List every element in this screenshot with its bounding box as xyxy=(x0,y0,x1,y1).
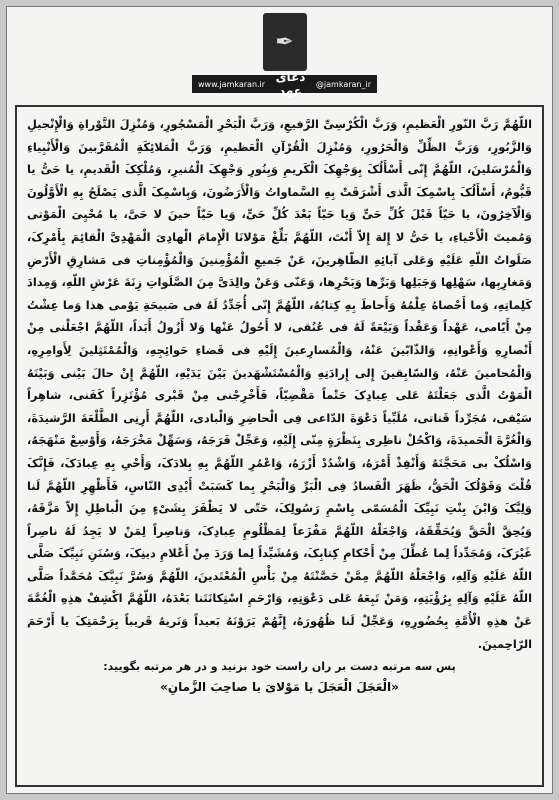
handle-label: @jamkaran_ir xyxy=(315,79,371,89)
title-bar xyxy=(192,70,377,98)
text-frame xyxy=(15,105,544,787)
calligraphy-logo-icon: ✒ xyxy=(263,13,307,71)
prayer-text: اللّهُمَّ رَبَّ النّورِ الْعَظیمِ، وَرَبَّ الْکُرْسِیِّ الرَّفیعِ، وَرَبَّ الْبَحْرِ الْمَسْجُورِ، وَمُنْزِلَ التَّوْراةِ وَالْإِنْجیلِ وَالزَّبُورِ، وَرَبَّ الظِّلِّ وَالْحَرُورِ، وَمُنْزِلَ الْقُرْآنِ الْعَظیمِ، وَرَبَّ الْمَلائِکَةِ الْمُقَرَّبینَ وَالْأَنْبِیاءِ وَالْمُرْسَلینَ، اللّهُمَّ إِنّی أَسْأَلُکَ بِوَجْهِکَ الْکَریمِ وَبِنُورِ وَجْهِکَ الْمُنیرِ، وَمُلْکِکَ الْقَدیمِ، یا حَیُّ یا قَیُّومُ، أَسْأَلُکَ بِاسْمِکَ الَّذی أَشْرَقَتْ بِهِ السَّماواتُ وَالْأَرَضُونَ، وَبِاسْمِکَ الَّذی یَصْلَحُ بِهِ الْأَوَّلُونَ وَالْآخِرُونَ، یا حَیّاً قَبْلَ کُلِّ حَیٍّ وَیا حَیّاً بَعْدَ کُلِّ حَیٍّ، وَیا حَیّاً حینَ لا حَیَّ، یا مُحْیِیَ الْمَوْتی وَمُمیتَ الْأَحْیاءِ، یا حَیُّ لا إِلهَ إِلاّ أَنْتَ، اللّهُمَّ بَلِّغْ مَوْلانَا الْإِمامَ الْهادِیَ الْمَهْدِیَّ الْقائِمَ بِأَمْرِکَ، صَلَواتُ اللّهِ عَلَیْهِ وَعَلی آبائِهِ الطّاهِرینَ، عَنْ جَمیعِ الْمُؤْمِنینَ وَالْمُؤْمِناتِ فی مَشارِقِ الْأَرْضِ وَمَغارِبِها، سَهْلِها وَجَبَلِها وَبَرِّها وَبَحْرِها، وَعَنّی وَعَنْ والِدَیَّ مِنَ الصَّلَواتِ زِنَةَ عَرْشِ اللّهِ، وَمِدادَ کَلِماتِهِ، وَما أَحْصاهُ عِلْمُهُ وَأَحاطَ بِهِ کِتابُهُ، اللّهُمَّ إِنّی أُجَدِّدُ لَهُ فی صَبیحَةِ یَوْمی هذا وَما عِشْتُ مِنْ أَیّامی، عَهْداً وَعَقْداً وَبَیْعَةً لَهُ فی عُنُقی، لا أَحُولُ عَنْها وَلا أَزُولُ أَبَداً، اللّهُمَّ اجْعَلْنی مِنْ أَنْصارِهِ وَأَعْوانِهِ، وَالذّابّینَ عَنْهُ، وَالْمُسارِعینَ إِلَیْهِ فی قَضاءِ حَوائِجِهِ، وَالْمُمْتَثِلینَ لِأَوامِرِهِ، وَالْمُحامینَ عَنْهُ، وَالسّابِقینَ إِلی إِرادَتِهِ وَالْمُسْتَشْهَدینَ بَیْنَ یَدَیْهِ، اللّهُمَّ إِنْ حالَ بَیْنی وَبَیْنَهُ الْمَوْتُ الَّذی جَعَلْتَهُ عَلی عِبادِکَ حَتْماً مَقْضِیّاً، فَأَخْرِجْنی مِنْ قَبْری مُؤْتَزِراً کَفَنی، شاهِراً سَیْفی، مُجَرِّداً قَناتی، مُلَبِّیاً دَعْوَةَ الدّاعی فِی الْحاضِرِ وَالْبادی، اللّهُمَّ أَرِنِی الطَّلْعَةَ الرَّشیدَةَ، وَالْغُرَّةَ الْحَمیدَةَ، وَاکْحُلْ ناظِری بِنَظْرَةٍ مِنّی إِلَیْهِ، وَعَجِّلْ فَرَجَهُ، وَسَهِّلْ مَخْرَجَهُ، وَأَوْسِعْ مَنْهَجَهُ، وَاسْلُکْ بی مَحَجَّتَهُ وَأَنْفِذْ أَمْرَهُ، وَاشْدُدْ أَزْرَهُ، وَاعْمُرِ اللّهُمَّ بِهِ بِلادَکَ، وَأَحْیِ بِهِ عِبادَکَ، فَإِنَّکَ قُلْتَ وَقَوْلُکَ الْحَقُّ، ظَهَرَ الْفَسادُ فِی الْبَرِّ وَالْبَحْرِ بِما کَسَبَتْ أَیْدِی النّاسِ، فَأَظْهِرِ اللّهُمَّ لَنا وَلِیَّکَ وَابْنَ بِنْتِ نَبِیِّکَ الْمُسَمّی بِاسْمِ رَسُولِکَ، حَتّی لا یَظْفَرَ بِشَیْءٍ مِنَ الْباطِلِ إِلاّ مَزَّقَهُ، وَیُحِقَّ الْحَقَّ وَیُحَقِّقَهُ، وَاجْعَلْهُ اللّهُمَّ مَفْزَعاً لِمَظْلُومِ عِبادِکَ، وَناصِراً لِمَنْ لا یَجِدُ لَهُ ناصِراً غَیْرَکَ، وَمُجَدِّداً لِما عُطِّلَ مِنْ أَحْکامِ کِتابِکَ، وَمُشَیِّداً لِما وَرَدَ مِنْ أَعْلامِ دینِکَ، وَسُنَنِ نَبِیِّکَ صَلَّی اللّهُ عَلَیْهِ وَآلِهِ، وَاجْعَلْهُ اللّهُمَّ مِمَّنْ حَصَّنْتَهُ مِنْ بَأْسِ الْمُعْتَدینَ، اللّهُمَّ وَسُرَّ نَبِیَّکَ مُحَمَّداً صَلَّی اللّهُ عَلَیْهِ وَآلِهِ بِرُؤْیَتِهِ، وَمَنْ تَبِعَهُ عَلی دَعْوَتِهِ، وَارْحَمِ اسْتِکانَتَنا بَعْدَهُ، اللّهُمَّ اکْشِفْ هذِهِ الْغُمَّةَ عَنْ هذِهِ الْأُمَّةِ بِحُضُورِهِ، وَعَجِّلْ لَنا ظُهُورَهُ، إِنَّهُمْ یَرَوْنَهُ بَعیداً وَنَریهُ قَریباً بِرَحْمَتِکَ یا أَرْحَمَ الرّاحِمینَ. xyxy=(27,117,532,651)
header xyxy=(192,13,377,99)
website-label: www.jamkaran.ir xyxy=(198,79,266,89)
page-title: دعای عهد xyxy=(275,70,306,98)
instruction-line: پس سه مرتبه دست بر ران راست خود بزنید و در هر مرتبه بگویید: xyxy=(103,660,456,674)
page xyxy=(6,6,553,794)
final-line: «الْعَجَلَ الْعَجَلَ یا مَوْلایَ یا صاحِبَ الزَّمانِ» xyxy=(160,680,399,695)
